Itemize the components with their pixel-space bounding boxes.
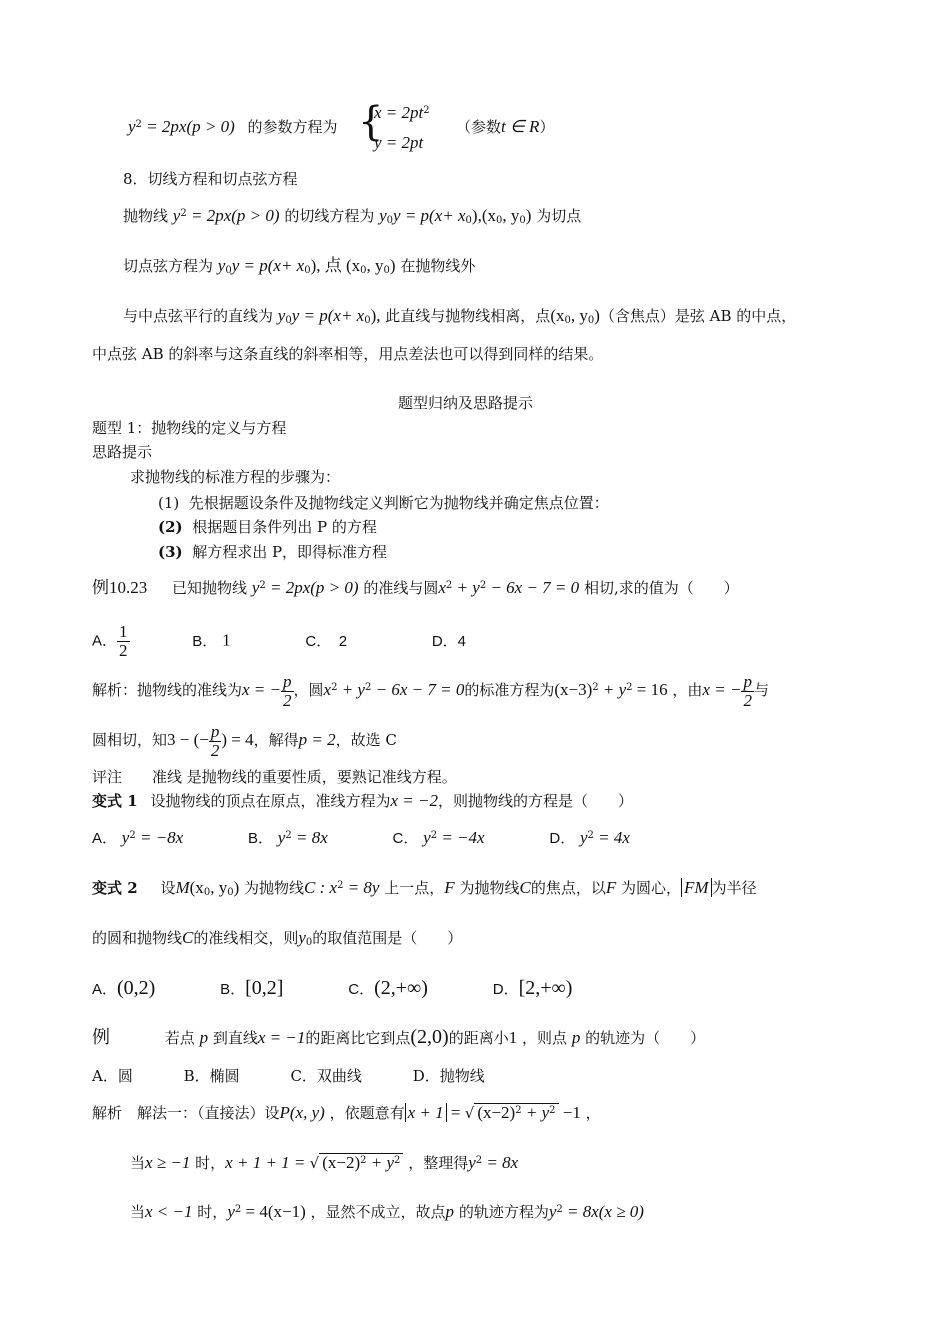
section-8-title: 8．切线方程和切点弦方程 (123, 170, 298, 188)
example-10-23: 例10.23 已知抛物线 $y^2 = 2px(p > 0)$ 的准线与圆$x^2 + y^2 - 6x - 7 = 0$ 相切,求的值为（ ） (92, 578, 739, 597)
step-3: (3) 解方程求出 P，即得标准方程 (158, 543, 388, 561)
param-x: $x = 2pt^2$ (374, 103, 430, 122)
step-1: (1) 先根据题设条件及抛物线定义判断它为抛物线并确定焦点位置： (158, 494, 609, 512)
comment: 评注 准线 是抛物线的重要性质，要熟记准线方程。 (92, 768, 457, 786)
midpoint-line-2: 中点弦 AB 的斜率与这条直线的斜率相等，用点差法也可以得到同样的结果。 (92, 345, 604, 363)
chord-line: 切点弦方程为 $y_0y = p(x+ x_0)$, 点 ($x_0$, $y_0$) 在抛物线外 (123, 256, 476, 276)
section-title: 题型归纳及思路提示 (398, 394, 534, 412)
example-2-options: A．圆 B．椭圆 C．双曲线 D．抛物线 (92, 1067, 485, 1085)
solution-1: 解析：抛物线的准线为x = − $\frac{p}{2}$ ，圆$x^2 + y^2 - 6x - 7 = 0$的标准方程为$(x-3)^2 + y^2 = 16$ ，由x = − $\frac{p}{2}$ 与 (92, 671, 769, 710)
solution-2-case-2: 当x < −1 时，$y^2 = 4(x-1)$ ，显然不成立，故点p 的轨迹方程为$y^2 = 8x(x \ge 0)$ (130, 1202, 644, 1221)
param-note: （参数t ∈ R） (456, 117, 555, 136)
variant-2: 变式 2 设$M(x_0$, $y_0$) 为抛物线C : $x^2 = 8y$ 上一点，F 为抛物线C的焦点，以F 为圆心， FM 为半径 (92, 878, 757, 898)
step-2: (2) 根据题目条件列出 P 的方程 (158, 518, 377, 536)
solution-2: 解析 解法一：（直接法）设P(x, y) ，依题意有 x + 1 = √ $(x-2)^2 + y^2 -1$ ， (92, 1103, 601, 1122)
variant-1: 变式 1 设抛物线的顶点在原点，准线方程为x = −2，则抛物线的方程是（ ） (92, 791, 633, 810)
param-y: y = 2pt (374, 133, 424, 152)
solution-2-case-1: 当x ≥ −1 时，x + 1 + 1 = √ $(x-2)^2 + y^2$ ，整理得$y^2 = 8x$ (130, 1153, 519, 1172)
solution-1-cont: 圆相切，知3 − (− $\frac{p}{2}$ ) = 4，解得p = 2，故选 C (92, 721, 397, 760)
steps-intro: 求抛物线的标准方程的步骤为： (130, 468, 341, 486)
midpoint-line: 与中点弦平行的直线为 $y_0y = p(x+ x_0)$, 此直线与抛物线相离，点($x_0$, $y_0$)（含焦点）是弦 AB 的中点， (123, 306, 797, 326)
brace-icon: { (358, 99, 384, 145)
variant-1-options: A． $y^2 = -8x$ B． $y^2 = 8x$ C． $y^2 = -4x$ D． $y^2 = 4x$ (92, 828, 630, 847)
parametric-line: $y^2 = 2px(p > 0)$ 的参数方程为 (128, 117, 338, 136)
example-2: 例 若点 p 到直线x = −1的距离比它到点(2,0)的距离小1 ，则点 p 的轨迹为（ ） (92, 1026, 706, 1048)
variant-2-cont: 的圆和抛物线C的准线相交，则$y_0$的取值范围是（ ） (92, 928, 463, 948)
tangent-line: 抛物线 $y^2 = 2px(p > 0)$ 的切线方程为 $y_0y = p(x+ x_0),(x_0$, $y_0$) 为切点 (123, 206, 582, 226)
example-10-23-options: A． $\frac{1}{2}$ B． 1 C． 2 D．4 (92, 622, 467, 660)
type-1-heading: 题型 1：抛物线的定义与方程 (92, 419, 287, 437)
variant-2-options: A．(0,2) B．[0,2] C．(2,+∞) D．[2,+∞) (92, 977, 573, 999)
hint-heading: 思路提示 (92, 443, 153, 461)
fraction-one-half: $\frac{1}{2}$ (119, 622, 128, 660)
